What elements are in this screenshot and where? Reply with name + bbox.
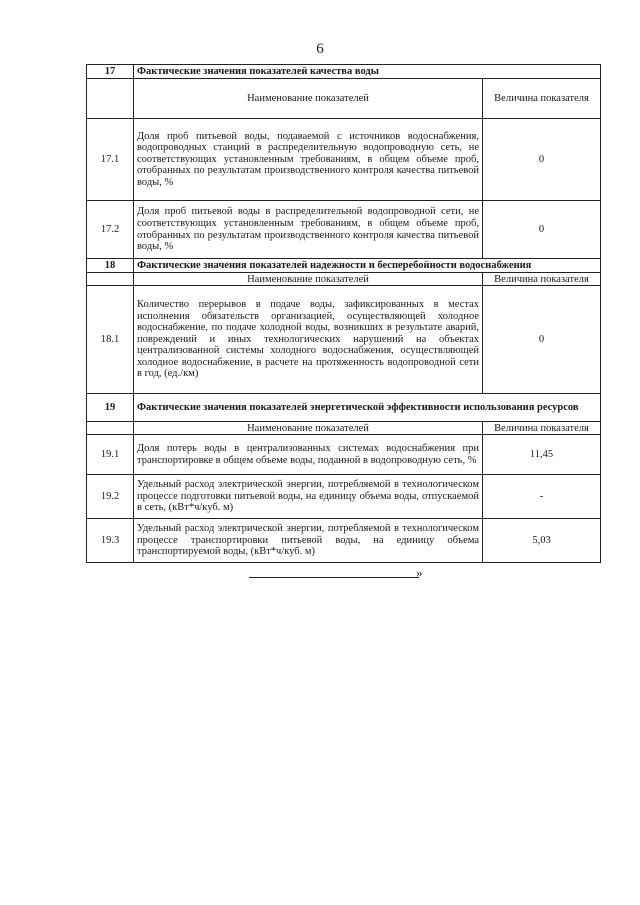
row-value: 5,03	[483, 519, 601, 563]
row-number: 19.1	[87, 435, 134, 475]
section-19-header-row	[87, 422, 601, 435]
row-value: -	[483, 475, 601, 519]
section-17-title-row	[87, 65, 601, 79]
section-title: Фактические значения показателей качества воды	[134, 65, 601, 79]
header-empty-cell	[87, 422, 134, 435]
table-row	[87, 201, 601, 259]
table-row	[87, 286, 601, 394]
section-number: 19	[87, 394, 134, 422]
column-header-value: Величина показателя	[483, 273, 601, 286]
table-row	[87, 519, 601, 563]
column-header-name: Наименование показателей	[134, 422, 483, 435]
header-empty-cell	[87, 273, 134, 286]
table-row	[87, 435, 601, 475]
row-description: Доля проб питьевой воды в распределительной водопроводной сети, не соответствующих установленным требованиям, в общем объеме проб, отобранных по результатам производственного контроля качества питьевой воды, %	[134, 201, 483, 259]
section-number: 17	[87, 65, 134, 79]
section-19-title-row	[87, 394, 601, 422]
row-number: 18.1	[87, 286, 134, 394]
row-number: 19.3	[87, 519, 134, 563]
section-title: Фактические значения показателей надежности и бесперебойности водоснабжения	[134, 259, 601, 273]
column-header-value: Величина показателя	[483, 79, 601, 119]
row-description: Доля проб питьевой воды, подаваемой с источников водоснабжения, водопроводных станций в распределительную водопроводную сеть, не соответствующих установленным требованиям, в общем объеме проб, отобранных по результатам производственного контроля качества питьевой воды, %	[134, 119, 483, 201]
row-value: 0	[483, 201, 601, 259]
row-description: Количество перерывов в подаче воды, зафиксированных в местах исполнения обязательств организацией, осуществляющей холодное водоснабжение, по подаче холодной воды, возникших в результате аварий, повреждений и иных технологических нарушений на объектах централизованной системы холодного водоснабжения, осуществляющей холодное водоснабжение, в расчете на протяженность водопроводной сети в год, (ед./км)	[134, 286, 483, 394]
column-header-name: Наименование показателей	[134, 79, 483, 119]
section-18-header-row	[87, 273, 601, 286]
row-number: 17.1	[87, 119, 134, 201]
row-description: Удельный расход электрической энергии, потребляемой в технологическом процессе подготовки питьевой воды, на единицу объема воды, отпускаемой в сеть, (кВт*ч/куб. м)	[134, 475, 483, 519]
row-value: 0	[483, 119, 601, 201]
closing-quote-mark: »	[416, 565, 423, 580]
section-number: 18	[87, 259, 134, 273]
row-number: 19.2	[87, 475, 134, 519]
section-18-title-row	[87, 259, 601, 273]
row-number: 17.2	[87, 201, 134, 259]
closing-line	[249, 567, 419, 578]
row-description: Удельный расход электрической энергии, потребляемой в технологическом процессе транспортировки питьевой воды, на единицу объема транспортируемой воды, (кВт*ч/куб. м)	[134, 519, 483, 563]
header-empty-cell	[87, 79, 134, 119]
row-value: 11,45	[483, 435, 601, 475]
row-value: 0	[483, 286, 601, 394]
section-title: Фактические значения показателей энергетической эффективности использования ресурсов	[134, 394, 601, 422]
indicators-table	[86, 64, 601, 563]
row-description: Доля потерь воды в централизованных системах водоснабжения при транспортировке в общем объеме воды, поданной в водопроводную сеть, %	[134, 435, 483, 475]
table-row	[87, 475, 601, 519]
section-17-header-row	[87, 79, 601, 119]
column-header-value: Величина показателя	[483, 422, 601, 435]
column-header-name: Наименование показателей	[134, 273, 483, 286]
page-number: 6	[316, 41, 324, 57]
table-row	[87, 119, 601, 201]
